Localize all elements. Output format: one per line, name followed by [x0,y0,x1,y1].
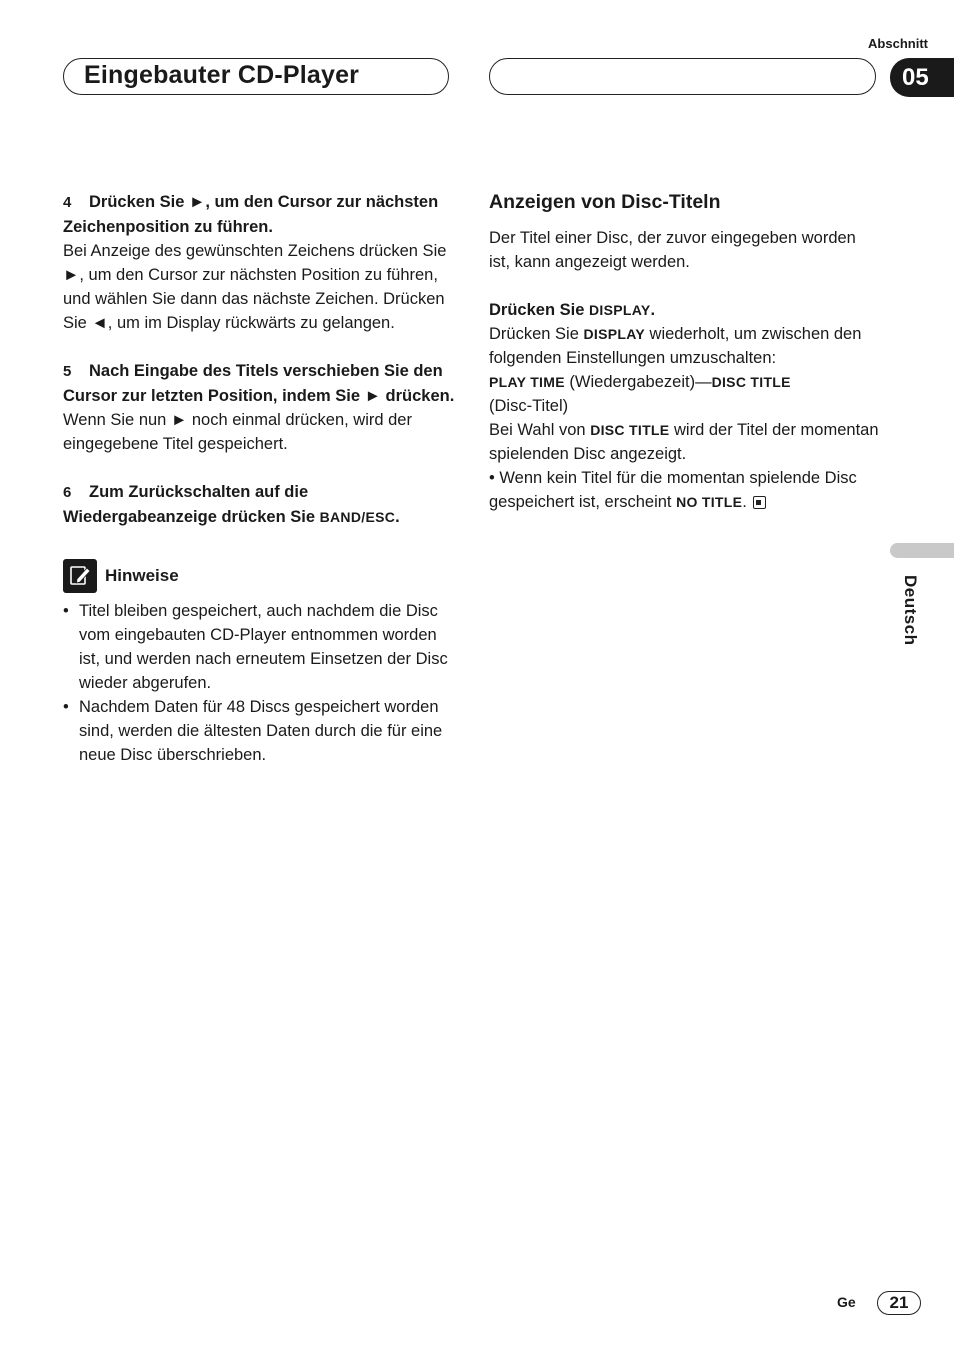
right-arrow-icon: ► [170,411,188,429]
end-of-section-icon [753,496,766,509]
display-body: Drücken Sie DISPLAY wiederholt, um zwischen den folgenden Einstellungen umzuschalten: PLAY TIME (Wiedergabezeit)—DISC TITLE (Disc-Titel) Bei Wahl von DISC TITLE wird der Titel der momentan spielenden Disc angezeigt. [489,325,879,463]
option-play-time: PLAY TIME [489,374,565,390]
language-tab [890,543,954,558]
right-arrow-icon: ► [188,193,206,211]
page-number: 21 [877,1291,921,1315]
key-band-esc: BAND/ESC [319,509,396,525]
key-display: DISPLAY [588,302,651,318]
left-arrow-icon: ◄ [91,314,108,332]
press-display-heading: Drücken Sie DISPLAY. [489,301,656,319]
step-4-heading: 4 Drücken Sie ►, um den Cursor zur nächsten Zeichenposition zu führen. [63,193,439,236]
left-column [63,190,455,767]
option-disc-title: DISC TITLE [711,374,791,390]
right-arrow-icon: ► [364,387,381,405]
intro-text: Der Titel einer Disc, der zuvor eingegeben worden ist, kann angezeigt werden. [489,229,856,271]
footer-language-code: Ge [837,1294,856,1310]
chapter-title: Eingebauter CD-Player [84,61,360,89]
key-display: DISPLAY [583,326,645,342]
step-5-body: Wenn Sie nun ► noch einmal drücken, wird der eingegebene Titel gespeichert. [63,411,412,453]
note-item: • Titel bleiben gespeichert, auch nachdem die Disc vom eingebauten CD-Player entnommen worden ist, und werden nach erneutem Einsetzen der Disc wieder abgerufen. [63,599,455,695]
key-disc-title: DISC TITLE [590,422,670,438]
note-item: • Nachdem Daten für 48 Discs gespeichert worden sind, werden die ältesten Daten durch die für eine neue Disc überschrieben. [63,695,455,767]
chapter-title-box [63,58,449,95]
header-empty-box [489,58,876,95]
notes-list [63,599,455,767]
step-4-body: Bei Anzeige des gewünschten Zeichens drücken Sie ►, um den Cursor zur nächsten Position zu führen, und wählen Sie dann das nächste Zeichen. Drücken Sie ◄, um im Display rückwärts zu gelangen. [63,242,447,332]
no-title-note: • Wenn kein Titel für die momentan spielende Disc gespeichert ist, erscheint NO TITLE. [489,469,857,511]
section-label: Abschnitt [868,36,928,51]
section-heading: Anzeigen von Disc-Titeln [489,191,721,213]
section-number-tab: 05 [890,58,954,97]
right-arrow-icon: ► [63,266,80,284]
notes-header [63,559,455,593]
right-column [489,190,879,514]
key-no-title: NO TITLE [676,494,743,510]
language-label: Deutsch [901,575,920,646]
notes-label: Hinweise [105,566,179,585]
step-5-heading: 5 Nach Eingabe des Titels verschieben Sie den Cursor zur letzten Position, indem Sie ► drücken. [63,362,455,405]
note-pencil-icon [63,559,97,593]
step-6-heading: 6 Zum Zurückschalten auf die Wiedergabeanzeige drücken Sie BAND/ESC. [63,483,400,526]
